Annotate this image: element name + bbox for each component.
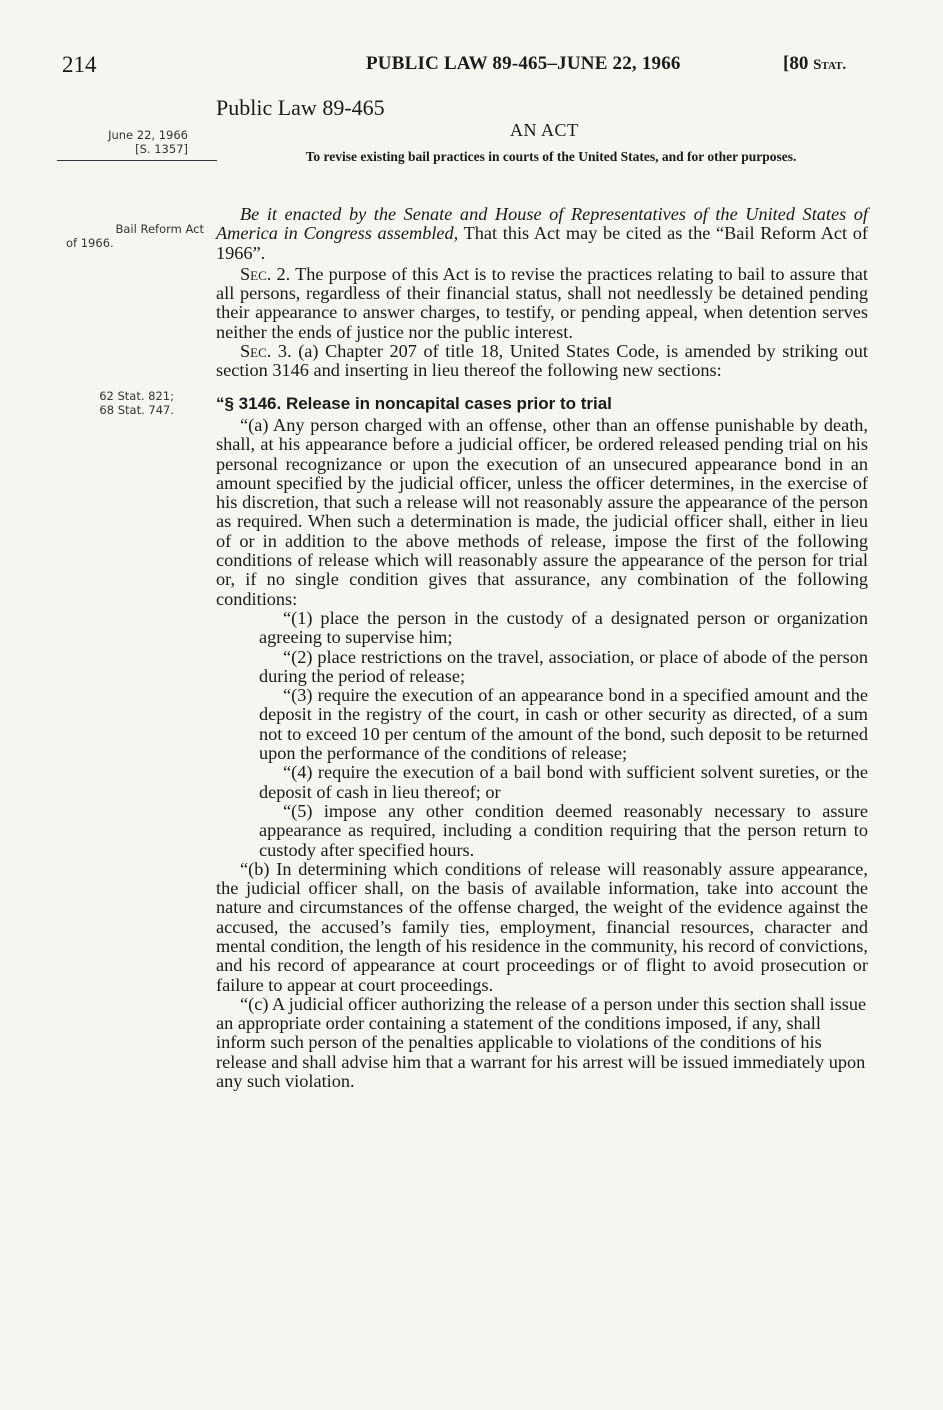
enacting-clause: Be it enacted by the Senate and House of Representatives of the United States of America in Congress assembled, xyxy=(216,204,868,244)
law-title: Public Law 89-465 xyxy=(216,95,385,120)
margin-note-statutes xyxy=(60,389,174,417)
paragraph-c: “(c) A judicial officer authorizing the release of a person under this section shall issue an appropriate order containing a statement of the conditions imposed, if any, shall inform such person of the penalties applicable to violations of the conditions of his release and shall advise him that a warrant for his arrest will be issued immediately upon any such violation. xyxy=(216,993,867,1092)
section-1-text: That this Act may be cited as the “Bail Reform Act of 1966”. xyxy=(216,223,868,263)
section-2 xyxy=(216,265,868,342)
margin-date: June 22, 1966 xyxy=(108,128,188,142)
margin-stat-2: 68 Stat. 747. xyxy=(99,403,174,417)
page-number: 214 xyxy=(62,52,97,77)
condition-4: “(4) require the execution of a bail bond with sufficient solvent sureties, or the deposit of cash in lieu thereof; or xyxy=(259,762,868,802)
paragraph-b: “(b) In determining which conditions of release will reasonably assure appearance, the judicial officer shall, on the basis of available information, take into account the nature and circumstances of the offense charged, the weight of the evidence against the accused, the accused’s family ties, employment, financial resources, character and mental condition, the length of his residence in the community, his record of convictions, and his record of appearance at court proceedings or of flight to avoid prosecution or failure to appear at court proceedings. xyxy=(216,858,868,995)
volume-stat: Stat. xyxy=(813,57,847,73)
condition-5: “(5) impose any other condition deemed reasonably necessary to assure appearance as required, including a condition requiring that the person return to custody after specified hours. xyxy=(259,800,868,860)
section-3-text: 3. (a) Chapter 207 of title 18, United States Code, is amended by striking out section 3146 and inserting in lieu thereof the following new sections: xyxy=(216,341,868,381)
margin-bill: [S. 1357] xyxy=(135,142,188,156)
margin-note-date xyxy=(60,128,188,156)
section-2-text: 2. The purpose of this Act is to revise the practices relating to bail to assure that all persons, regardless of their financial status, shall not needlessly be detained pending their appearance to answer charges, to testify, or pending appeal, when detention serves neither the ends of justice nor the public interest. xyxy=(216,263,868,342)
paragraph-a: “(a) Any person charged with an offense, other than an offense punishable by death, shall, at his appearance before a judicial officer, be ordered released pending trial on his personal recognizance or upon the execution of an unsecured appearance bond in an amount specified by the judicial officer, unless the officer determines, in the exercise of his discretion, that such a release will not reasonably assure the appearance of the person as required. When such a determination is made, the judicial officer shall, either in lieu of or in addition to the above methods of release, impose the first of the following conditions of release which will reasonably assure the appearance of the person for trial or, if no single condition gives that assurance, any combination of the following conditions: xyxy=(216,414,868,609)
condition-2: “(2) place restrictions on the travel, association, or place of abode of the person during the period of release; xyxy=(259,646,868,686)
volume-reference xyxy=(783,53,846,75)
margin-stat-1: 62 Stat. 821; xyxy=(99,389,174,403)
section-3 xyxy=(216,342,868,381)
section-2-label: Sec. xyxy=(240,263,272,284)
section-1 xyxy=(216,205,868,263)
body-text xyxy=(216,205,868,1091)
act-label: AN ACT xyxy=(510,120,579,140)
condition-1: “(1) place the person in the custody of a designated person or organization agreeing to supervise him; xyxy=(259,607,868,648)
margin-note-short-title xyxy=(56,222,204,250)
condition-3: “(3) require the execution of an appearance bond in a specified amount and the deposit in the registry of the court, in cash or other security as directed, of a sum not to exceed 10 per centum of the amount of the bond, such deposit to be returned upon the performance of the conditions of release; xyxy=(259,685,868,764)
margin-rule xyxy=(57,160,217,161)
section-heading-3146: “§ 3146. Release in noncapital cases prior to trial xyxy=(216,393,612,413)
margin-short-title-line-2: of 1966. xyxy=(66,236,114,250)
act-purpose: To revise existing bail practices in courts of the United States, and for other purposes. xyxy=(305,149,797,164)
section-3-label: Sec. xyxy=(240,341,272,362)
volume-bracket: [80 xyxy=(783,53,814,74)
margin-short-title-line-1: Bail Reform Act xyxy=(115,222,204,236)
running-title: PUBLIC LAW 89-465–JUNE 22, 1966 xyxy=(366,53,681,74)
